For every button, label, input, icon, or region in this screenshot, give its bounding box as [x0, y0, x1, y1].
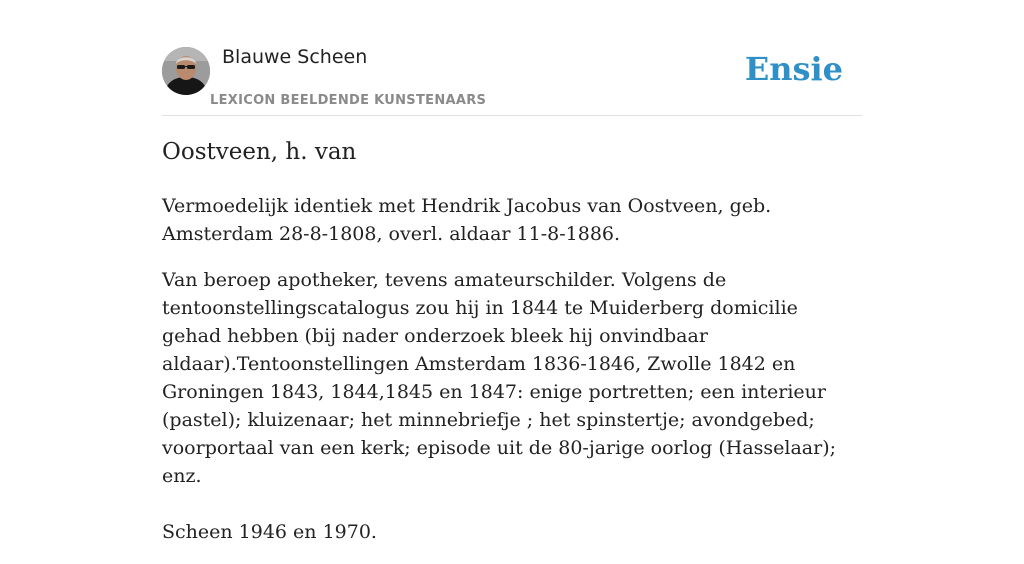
article-paragraph: Vermoedelijk identiek met Hendrik Jacobus van Oostveen, geb. Amsterdam 28-8-1808, overl. aldaar 11-8-1886. [162, 195, 772, 245]
collection-label[interactable]: LEXICON BEELDENDE KUNSTENAARS [210, 93, 487, 108]
avatar-photo [162, 47, 210, 95]
article-paragraph: Van beroep apotheker, tevens amateurschilder. Volgens de tentoonstellingscatalogus zou hij in 1844 te Muiderberg domicilie gehad hebben (bij nader onderzoek bleek hij onvindbaar aldaar).Tentoonstellingen Amsterdam 1836-1846, Zwolle 1842 en Groningen 1843, 1844,1845 en 1847: enige portretten; een interieur (pastel); kluizenaar; het minnebriefje ; het spinstertje; avondgebed; voorportaal van een kerk; episode uit de 80-jarige oorlog (Hasselaar); enz. [162, 269, 837, 487]
article-title: Oostveen, h. van [162, 139, 357, 165]
article-paragraph: Scheen 1946 en 1970. [162, 521, 377, 543]
author-avatar[interactable] [162, 47, 210, 95]
header-divider [162, 115, 862, 116]
article-body [162, 192, 862, 564]
author-name[interactable]: Blauwe Scheen [222, 46, 368, 68]
site-logo[interactable]: Ensie [744, 50, 843, 88]
